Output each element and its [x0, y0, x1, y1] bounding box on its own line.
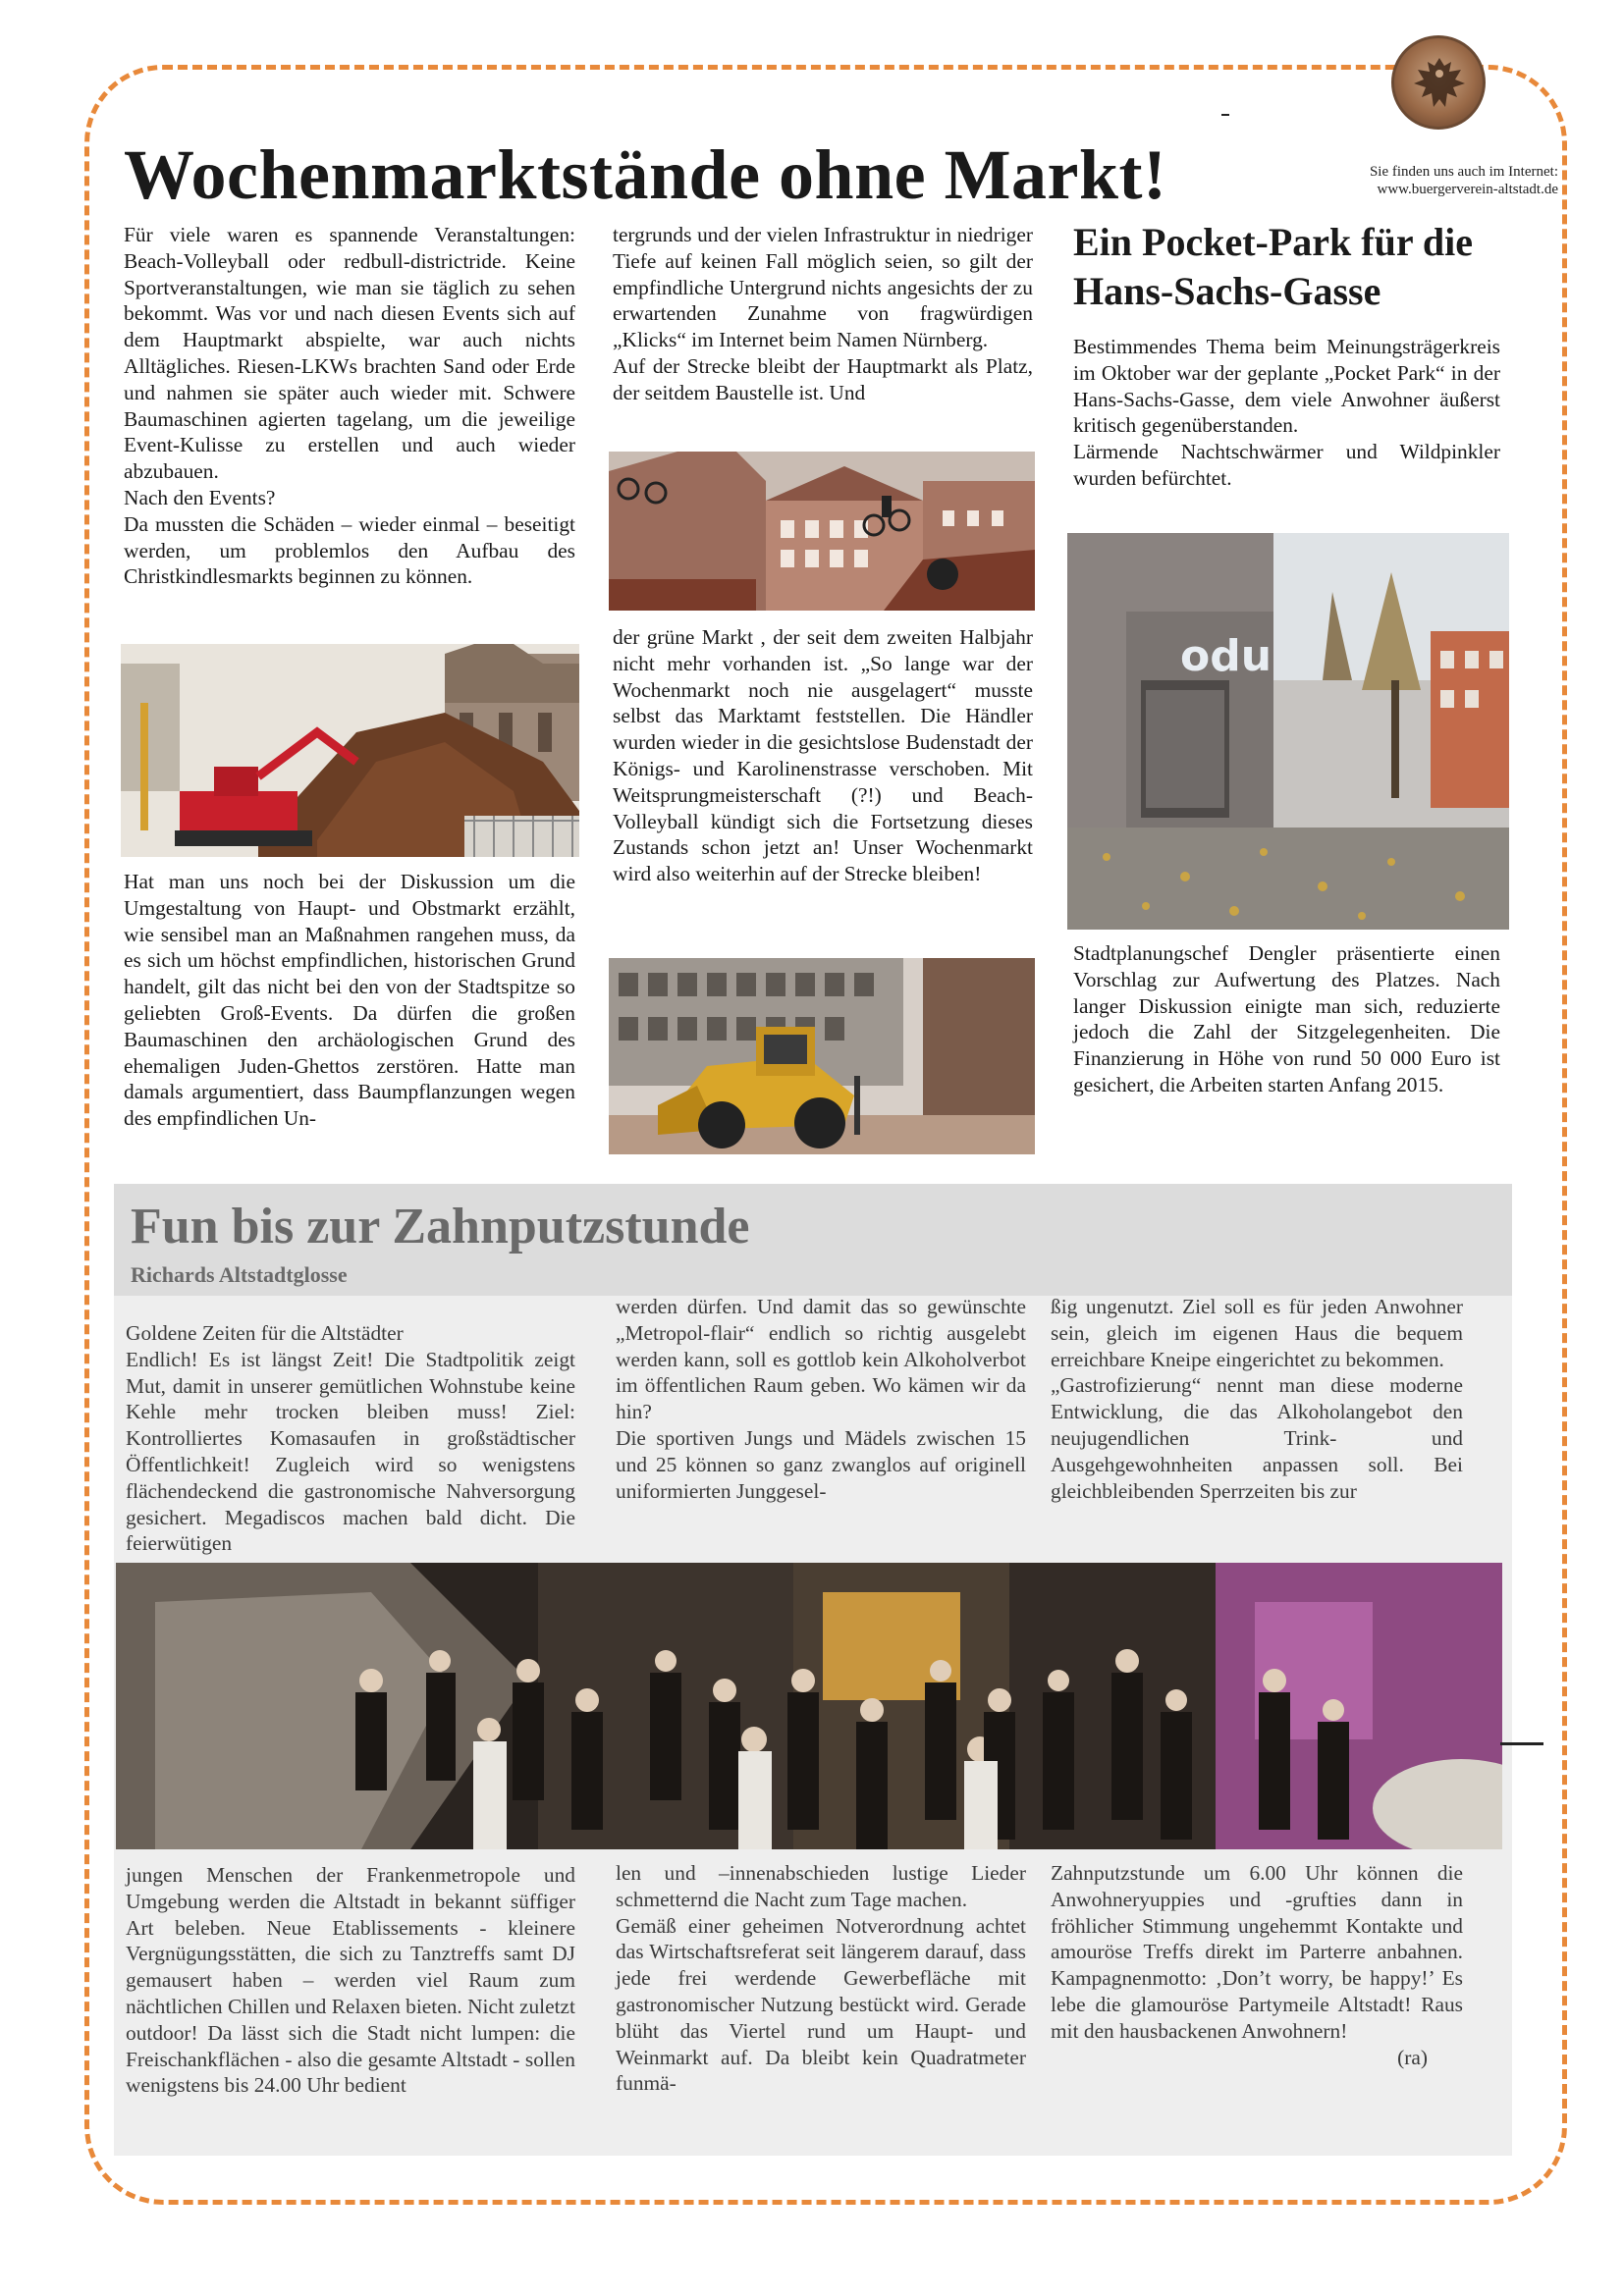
- glosse-col3-top: [1051, 1294, 1463, 1504]
- glosse-col2-bottom: [616, 1860, 1026, 2097]
- paragraph: Hat man uns noch bei der Diskussion um die Umgestaltung von Haupt- und Obstmarkt erzählt, wie sensibel man an Maßnahmen rangehen muss, da es sich um höchst empfindlichen, historischen Grund handelt, gilt das nicht bei den von der Stadtspitze so geliebten Groß-Events. Da dürfen die großen Baumaschinen den archäologischen Grund des ehemaligen Juden-Ghettos zerstören. Hatte man damals argumentiert, dass Baumpflanzungen wegen des empfindlichen Un-: [124, 870, 575, 1131]
- excavator-photo: [121, 644, 579, 857]
- paragraph: Die sportiven Jungs und Mädels zwischen 15 und 25 können so ganz zwanglos auf originell uniformierten Junggesel-: [616, 1425, 1026, 1503]
- paragraph: Lärmende Nachtschwärmer und Wildpinkler wurden befürchtet.: [1073, 440, 1500, 490]
- paragraph: tergrunds und der vielen Infrastruktur in niedriger Tiefe auf keinen Fall möglich seien, so gilt der empfindliche Untergrund nichts angesichts der zu erwartenden Zunahme von fragwürdigen „Klicks“ im Internet beim Namen Nürnberg.: [613, 223, 1033, 352]
- article2-bottom: [1073, 940, 1500, 1098]
- eagle-seal-icon: [1391, 35, 1486, 130]
- building-sign: odu: [1180, 631, 1272, 681]
- paragraph: jungen Menschen der Frankenmetropole und Umgebung werden die Altstadt in bekannt süffiger Art beleben. Neue Etablissements - kleinere Vergnügungsstätten, die sich zu Tanztreffs samt DJ gemausert haben – werden viel Raum zum nächtlichen Chillen und Relaxen bieten. Nicht zuletzt outdoor! Da lässt sich die Stadt nicht lumpen: die Freischankflächen - also die gesamte Altstadt - sollen wenigstens bis 24.00 Uhr bedient: [126, 1863, 575, 2098]
- paragraph: Endlich! Es ist längst Zeit! Die Stadtpolitik zeigt Mut, damit in unserer gemütlichen Wohnstube keine Kehle mehr trocken bleiben muss! Ziel: Kontrolliertes Komasaufen in großstädtischer Öffentlichkeit! Zugleich wird so wenigstens flächendeckend die gastronomische Nahversorgung gesichert. Megadiscos machen bald dicht. Die feierwütigen: [126, 1347, 575, 1556]
- article1-col2-top: [613, 222, 1033, 406]
- pocket-park-title: Ein Pocket-Park für die Hans-Sachs-Gasse: [1073, 220, 1474, 313]
- paragraph: Nach den Events?: [124, 485, 276, 509]
- small-dash: [1221, 114, 1229, 116]
- article1-col1-bottom: [124, 869, 575, 1132]
- website-url: www.buergerverein-altstadt.de: [1377, 182, 1558, 197]
- party-crowd-photo: [116, 1563, 1502, 1849]
- internet-note: [1267, 163, 1558, 198]
- paragraph: der grüne Markt , der seit dem zweiten Halbjahr nicht mehr vorhanden ist. „So lange war der Wochenmarkt noch nie ausgelagert“ musste selbst das Marktamt feststellen. Die Händler wurden wieder in die gesichtslose Budenstadt der Königs- und Karolinenstrasse verschoben. Mit Weitsprungmeisterschaft (?!) und Beach-Volleyball kündigt sich die Fortsetzung dieses Zustands schon jetzt an! Unser Wochenmarkt wird also weiterhin auf der Strecke bleiben!: [613, 625, 1033, 886]
- paragraph: Zahnputzstunde um 6.00 Uhr können die Anwohneryuppies und -grufties dann in fröhlicher Stimmung ungehemmt Kontakte und amouröse Treffs direkt im Parterre anbahnen. Kampagnenmotto: ‚Don’t worry, be happy!’ Es lebe die glamouröse Partymeile Altstadt! Raus mit den hausbackenen Anwohnern!: [1051, 1861, 1463, 2043]
- article2-top: [1073, 334, 1500, 492]
- glosse-col1-top: [126, 1320, 575, 1557]
- glosse-title: Fun bis zur Zahnputzstunde: [131, 1199, 750, 1255]
- paragraph: Bestimmendes Thema beim Meinungsträgerkreis im Oktober war der geplante „Pocket Park“ in der Hans-Sachs-Gasse, dem viele Anwohner äußerst kritisch gegenüberstanden.: [1073, 335, 1500, 438]
- paragraph: len und –innenabschieden lustige Lieder schmetternd die Nacht zum Tage machen.: [616, 1861, 1026, 1911]
- glosse-subheading: Goldene Zeiten für die Altstädter: [126, 1321, 404, 1345]
- glosse-col3-bottom: [1051, 1860, 1463, 2070]
- paragraph: Gemäß einer geheimen Notverordnung achtet das Wirtschaftsreferat seit längerem darauf, dass jede frei werdende Gewerbefläche mit gastronomischer Nutzung bestückt wird. Gerade blüht das Viertel rund um Haupt- und Weinmarkt auf. Da bleibt kein Quadratmeter funmä-: [616, 1913, 1026, 2096]
- page-title: Wochenmarktstände ohne Markt!: [124, 135, 1167, 214]
- paragraph: Auf der Strecke bleibt der Hauptmarkt als Platz, der seitdem Baustelle ist. Und: [613, 353, 1033, 404]
- glosse-col2-top: [616, 1294, 1026, 1504]
- bike-jump-photo: [609, 452, 1035, 611]
- wheel-loader-photo: [609, 958, 1035, 1154]
- paragraph: Für viele waren es spannende Veranstaltungen: Beach-Volleyball oder redbull-districtride. Keine Sportveranstaltungen, wie man sie täglich zu sehen bekommt. Was vor und nach diesen Events sich auf dem Hauptmarkt abspielte, war auch nichts Alltägliches. Riesen-LKWs brachten Sand oder Erde und nahmen sie später auch wieder mit. Schwere Baumaschinen agierten tagelang, um die jeweilige Event-Kulisse zu erstellen und auch wieder abzubauen.: [124, 223, 575, 484]
- pocket-park-photo: [1067, 533, 1509, 930]
- article1-col1-top: [124, 222, 575, 590]
- article1-col2-bottom: [613, 624, 1033, 887]
- paragraph: ßig ungenutzt. Ziel soll es für jeden Anwohner sein, gleich im eigenen Haus die bequem erreichbare Kneipe eingerichtet zu bekommen.: [1051, 1295, 1463, 1371]
- internet-label: Sie finden uns auch im Internet:: [1369, 164, 1558, 180]
- glosse-subtitle: Richards Altstadtglosse: [131, 1262, 348, 1287]
- margin-tick: [1500, 1742, 1543, 1745]
- eagle-icon: [1412, 54, 1467, 113]
- paragraph: „Gastrofizierung“ nennt man diese moderne Entwicklung, die das Alkoholangebot den neujugendlichen Trink- und Ausgehgewohnheiten anpassen soll. Bei gleichbleibenden Sperrzeiten bis zur: [1051, 1373, 1463, 1503]
- author-signature: (ra): [1397, 2045, 1428, 2069]
- paragraph: Stadtplanungschef Dengler präsentierte einen Vorschlag zur Aufwertung des Platzes. Nach langer Diskussion einigte man sich, reduzierte jedoch die Zahl der Sitzgelegenheiten. Die Finanzierung in Höhe von rund 50 000 Euro ist gesichert, die Arbeiten starten Anfang 2015.: [1073, 941, 1500, 1096]
- paragraph: Da mussten die Schäden – wieder einmal – beseitigt werden, um problemlos den Aufbau des Christkindlesmarkts beginnen zu können.: [124, 511, 575, 589]
- glosse-col1-bottom: [126, 1862, 575, 2099]
- paragraph: werden dürfen. Und damit das so gewünschte „Metropol-flair“ endlich so richtig ausgelebt werden kann, soll es gottlob kein Alkoholverbot im öffentlichen Raum geben. Wo kämen wir da hin?: [616, 1295, 1026, 1424]
